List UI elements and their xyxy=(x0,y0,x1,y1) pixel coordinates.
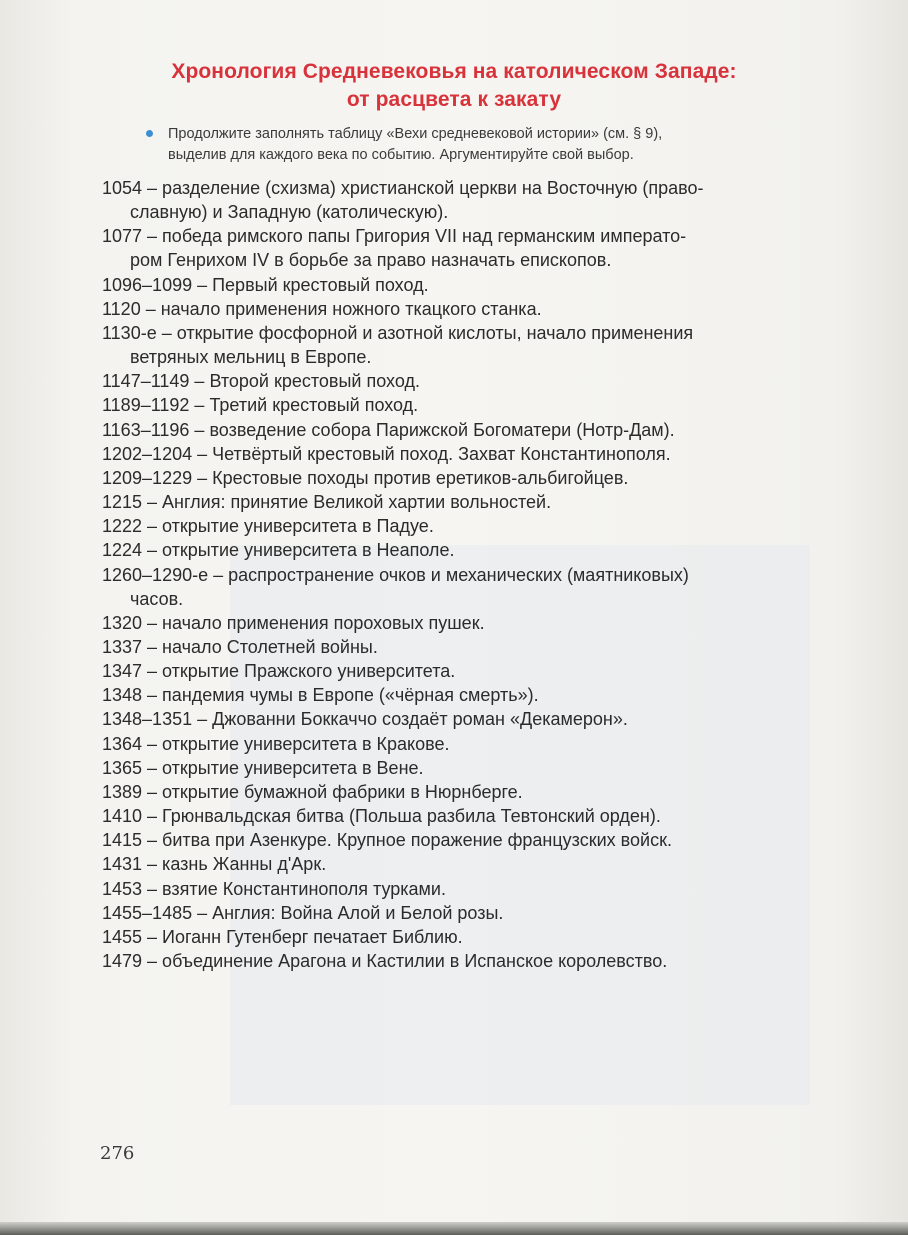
entry-line: 1364 – открытие университета в Кракове. xyxy=(102,733,450,754)
chronology-entry xyxy=(102,635,828,659)
chronology-entry xyxy=(102,490,828,514)
chronology-entry xyxy=(102,176,828,224)
entry-line: 1224 – открытие университета в Неаполе. xyxy=(102,540,455,561)
entry-line: 1455–1485 – Англия: Война Алой и Белой розы. xyxy=(102,902,504,923)
chronology-entry xyxy=(102,563,828,611)
page-number: 276 xyxy=(100,1143,135,1164)
chronology-entry xyxy=(102,369,828,393)
entry-line: 1209–1229 – Крестовые походы против еретиков-альбигойцев. xyxy=(102,467,629,488)
task-instruction xyxy=(146,124,846,166)
entry-line: 1130-е – открытие фосфорной и азотной кислоты, начало применения xyxy=(102,322,694,343)
chronology-entry xyxy=(102,538,828,562)
chronology-entry xyxy=(102,466,828,490)
chronology-entry xyxy=(102,852,828,876)
task-line-1: Продолжите заполнять таблицу «Вехи средневековой истории» (см. § 9), xyxy=(168,126,663,142)
entry-line: 1054 – разделение (схизма) христианской церкви на Восточную (право- xyxy=(102,178,704,198)
entry-continuation-line: часов. xyxy=(130,588,184,609)
chronology-entry xyxy=(102,514,828,538)
entry-line: 1431 – казнь Жанны д'Арк. xyxy=(102,854,327,875)
chronology-entry xyxy=(102,442,828,466)
chronology-entry xyxy=(102,224,828,272)
chronology-entry xyxy=(102,418,828,442)
entry-line: 1365 – открытие университета в Вене. xyxy=(102,757,424,778)
page-title-line-1: Хронология Средневековья на католическом Западе: xyxy=(171,60,737,83)
entry-continuation-line: ром Генрихом IV в борьбе за право назначать епископов. xyxy=(130,250,612,271)
entry-line: 1453 – взятие Константинополя турками. xyxy=(102,878,446,899)
entry-continuation-line: ветряных мельниц в Европе. xyxy=(130,347,372,368)
chronology-entry xyxy=(102,393,828,417)
entry-line: 1189–1192 – Третий крестовый поход. xyxy=(102,395,419,416)
chronology-entry xyxy=(102,756,828,780)
task-line-2: выделив для каждого века по событию. Аргументируйте свой выбор. xyxy=(168,147,634,163)
chronology-entry xyxy=(102,780,828,804)
entry-line: 1222 – открытие университета в Падуе. xyxy=(102,516,434,537)
chronology-entry xyxy=(102,828,828,852)
chronology-entry xyxy=(102,273,828,297)
entry-continuation-line: славную) и Западную (католическую). xyxy=(130,202,449,223)
entry-line: 1337 – начало Столетней войны. xyxy=(102,636,378,657)
entry-line: 1260–1290-е – распространение очков и механических (маятниковых) xyxy=(102,564,689,585)
entry-line: 1348 – пандемия чумы в Европе («чёрная смерть»). xyxy=(102,685,539,706)
entry-line: 1410 – Грюнвальдская битва (Польша разбила Тевтонский орден). xyxy=(102,806,661,827)
chronology-entry xyxy=(102,707,828,731)
chronology-entry xyxy=(102,949,828,973)
chronology-entry xyxy=(102,925,828,949)
entry-line: 1389 – открытие бумажной фабрики в Нюрнберге. xyxy=(102,781,523,802)
entry-line: 1096–1099 – Первый крестовый поход. xyxy=(102,274,429,295)
entry-line: 1320 – начало применения пороховых пушек. xyxy=(102,612,485,633)
chronology-entry xyxy=(102,297,828,321)
entry-line: 1455 – Иоганн Гутенберг печатает Библию. xyxy=(102,926,463,947)
entry-line: 1215 – Англия: принятие Великой хартии вольностей. xyxy=(102,492,552,513)
entry-line: 1347 – открытие Пражского университета. xyxy=(102,661,456,682)
chronology-entry xyxy=(102,877,828,901)
page-title xyxy=(80,58,828,114)
entry-line: 1202–1204 – Четвёртый крестовый поход. Захват Константинополя. xyxy=(102,443,671,464)
chronology-list xyxy=(102,176,828,973)
chronology-entry xyxy=(102,321,828,369)
entry-line: 1348–1351 – Джованни Боккаччо создаёт роман «Декамерон». xyxy=(102,709,628,730)
bullet-icon xyxy=(146,130,153,137)
entry-line: 1120 – начало применения ножного ткацкого станка. xyxy=(102,298,542,319)
chronology-entry xyxy=(102,683,828,707)
chronology-entry xyxy=(102,732,828,756)
entry-line: 1415 – битва при Азенкуре. Крупное поражение французских войск. xyxy=(102,830,672,851)
page-bottom-edge xyxy=(0,1222,908,1235)
entry-line: 1077 – победа римского папы Григория VII над германским императо- xyxy=(102,226,687,247)
page-title-line-2: от расцвета к закату xyxy=(346,88,562,111)
chronology-entry xyxy=(102,659,828,683)
entry-line: 1163–1196 – возведение собора Парижской Богоматери (Нотр-Дам). xyxy=(102,419,675,440)
chronology-entry xyxy=(102,611,828,635)
chronology-entry xyxy=(102,901,828,925)
entry-line: 1479 – объединение Арагона и Кастилии в Испанское королевство. xyxy=(102,951,668,971)
chronology-entry xyxy=(102,804,828,828)
entry-line: 1147–1149 – Второй крестовый поход. xyxy=(102,371,420,392)
